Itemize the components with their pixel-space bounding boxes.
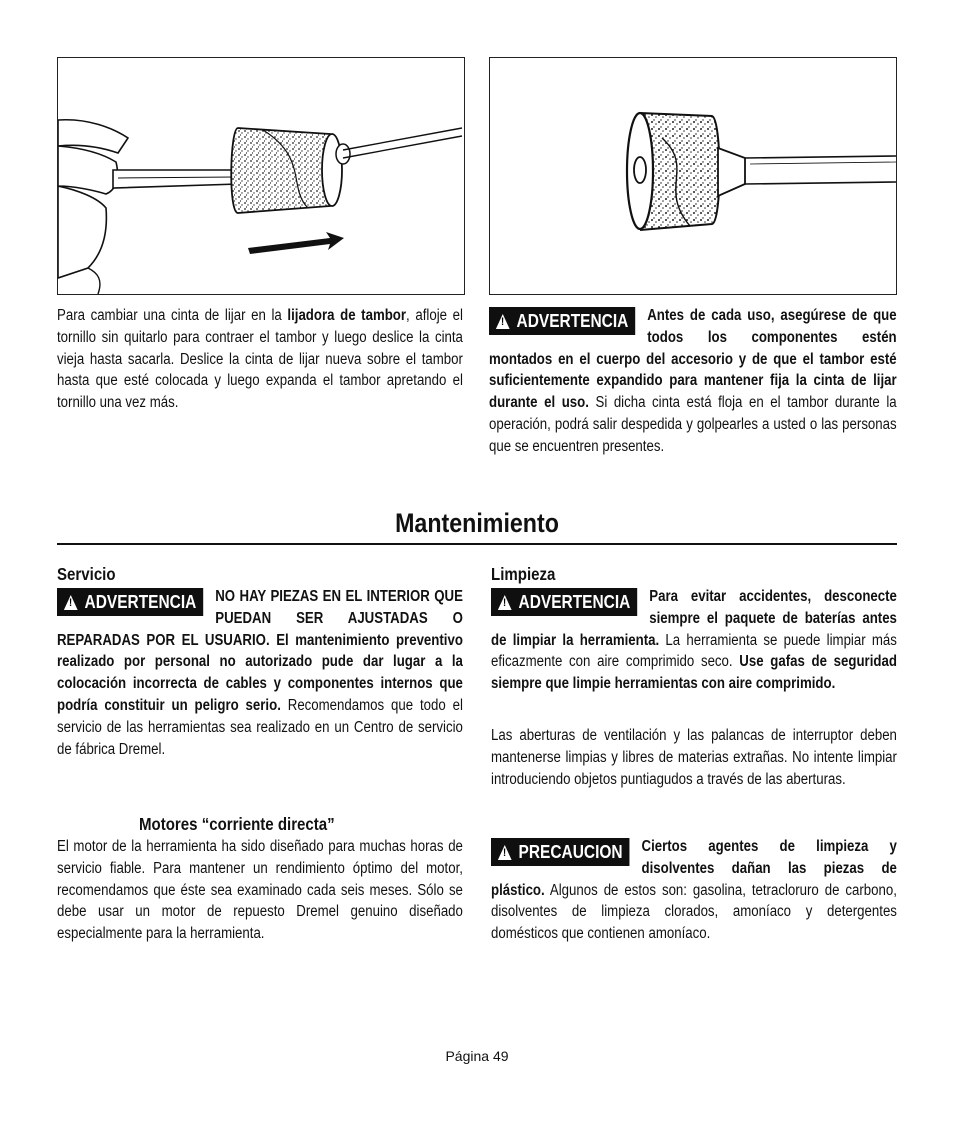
motores-heading: Motores “corriente directa” (139, 814, 335, 834)
warning-bold-text: Antes de cada uso, asegúrese de que todos los componentes estén montados en el cuerpo del accesorio y de que el tambor esté suficientemente expandido para mantener fija la cinta de lijar durante el uso. (489, 307, 897, 412)
instruction-text-1: Para cambiar una cinta de lijar en la (57, 307, 288, 324)
precaucion-block (491, 836, 897, 945)
servicio-text: Recomendamos que todo el servicio de las herramientas sea realizado en un Centro de servicio de fábrica Dremel. (57, 696, 463, 758)
limpieza-paragraph-2: Las aberturas de ventilación y las palancas de interruptor deben mantenerse limpias y libres de materias extrañas. No intente limpiar introduciendo objetos puntiagudos a través de las aberturas. (491, 727, 897, 788)
instruction-bold-1: lijadora de tambor (287, 307, 407, 324)
caution-badge-label: PRECAUCION (518, 842, 623, 862)
limpieza-block (491, 586, 897, 695)
warning-badge (489, 307, 635, 335)
servicio-bold-text: NO HAY PIEZAS EN EL INTERIOR QUE PUEDAN SER AJUSTADAS O REPARADAS POR EL USUARIO. El mantenimiento preventivo realizado por personal no autorizado pude dar lugar a la colocación incorrecta de cables y componentes internos que podría constituir un peligro serio. (57, 588, 463, 714)
warning-badge (57, 588, 203, 616)
warning-badge-label: ADVERTENCIA (84, 592, 197, 612)
precaucion-text: Algunos de estos son: gasolina, tetracloruro de carbono, disolventes de limpieza clorados, amoníaco y detergentes domésticos que contienen amoníaco. (491, 881, 897, 943)
servicio-heading: Servicio (57, 564, 116, 584)
warning-triangle-icon: ! (64, 595, 78, 610)
limpieza-text-1: La herramienta se puede limpiar más eficazmente con aire comprimido seco. (491, 631, 897, 671)
warning-triangle-icon: ! (498, 845, 512, 860)
warning-triangle-icon: ! (496, 314, 510, 329)
servicio-block (57, 586, 463, 760)
page-number: Página 49 (445, 1048, 509, 1064)
warning-badge-label: ADVERTENCIA (518, 592, 631, 612)
instruction-text-2: , afloje el tornillo sin quitarlo para contraer el tambor y luego deslice la cinta vieja hasta sacarla. Deslice la cinta de lijar nueva sobre el tambor hasta que esté colocada y luego expanda el tambor apretando el tornillo una vez más. (57, 307, 463, 412)
figure-drum-sander-hand (57, 57, 465, 295)
motores-text: El motor de la herramienta ha sido diseñado para muchas horas de servicio fiable. Para mantener un rendimiento óptimo del motor, recomendamos que éste sea examinado cada seis meses. Sólo se debe usar un motor de repuesto Dremel genuino diseñado especialmente para la herramienta. (57, 838, 463, 943)
limpieza-bold-text-2: Use gafas de seguridad siempre que limpie herramientas con aire comprimido. (491, 653, 897, 693)
drum-sander-change-instructions (57, 305, 463, 414)
limpieza-heading: Limpieza (491, 564, 556, 584)
caution-badge (491, 838, 629, 866)
warning-badge-label: ADVERTENCIA (516, 311, 629, 331)
precaucion-bold-text: Ciertos agentes de limpieza y disolventes dañan las piezas de plástico. (491, 838, 897, 899)
limpieza-bold-text-1: Para evitar accidentes, desconecte siempre el paquete de baterías antes de limpiar la herramienta. (491, 588, 897, 649)
figure-drum-sander-closeup (489, 57, 897, 295)
warning-badge (491, 588, 637, 616)
warning-text: Si dicha cinta está floja en el tambor durante la operación, podrá salir despedida y golpearles a usted o las personas que se encuentren presentes. (489, 394, 897, 455)
drum-sander-warning-block (489, 305, 897, 458)
warning-triangle-icon: ! (498, 595, 512, 610)
section-title: Mantenimiento (395, 508, 559, 538)
section-divider (57, 543, 897, 545)
